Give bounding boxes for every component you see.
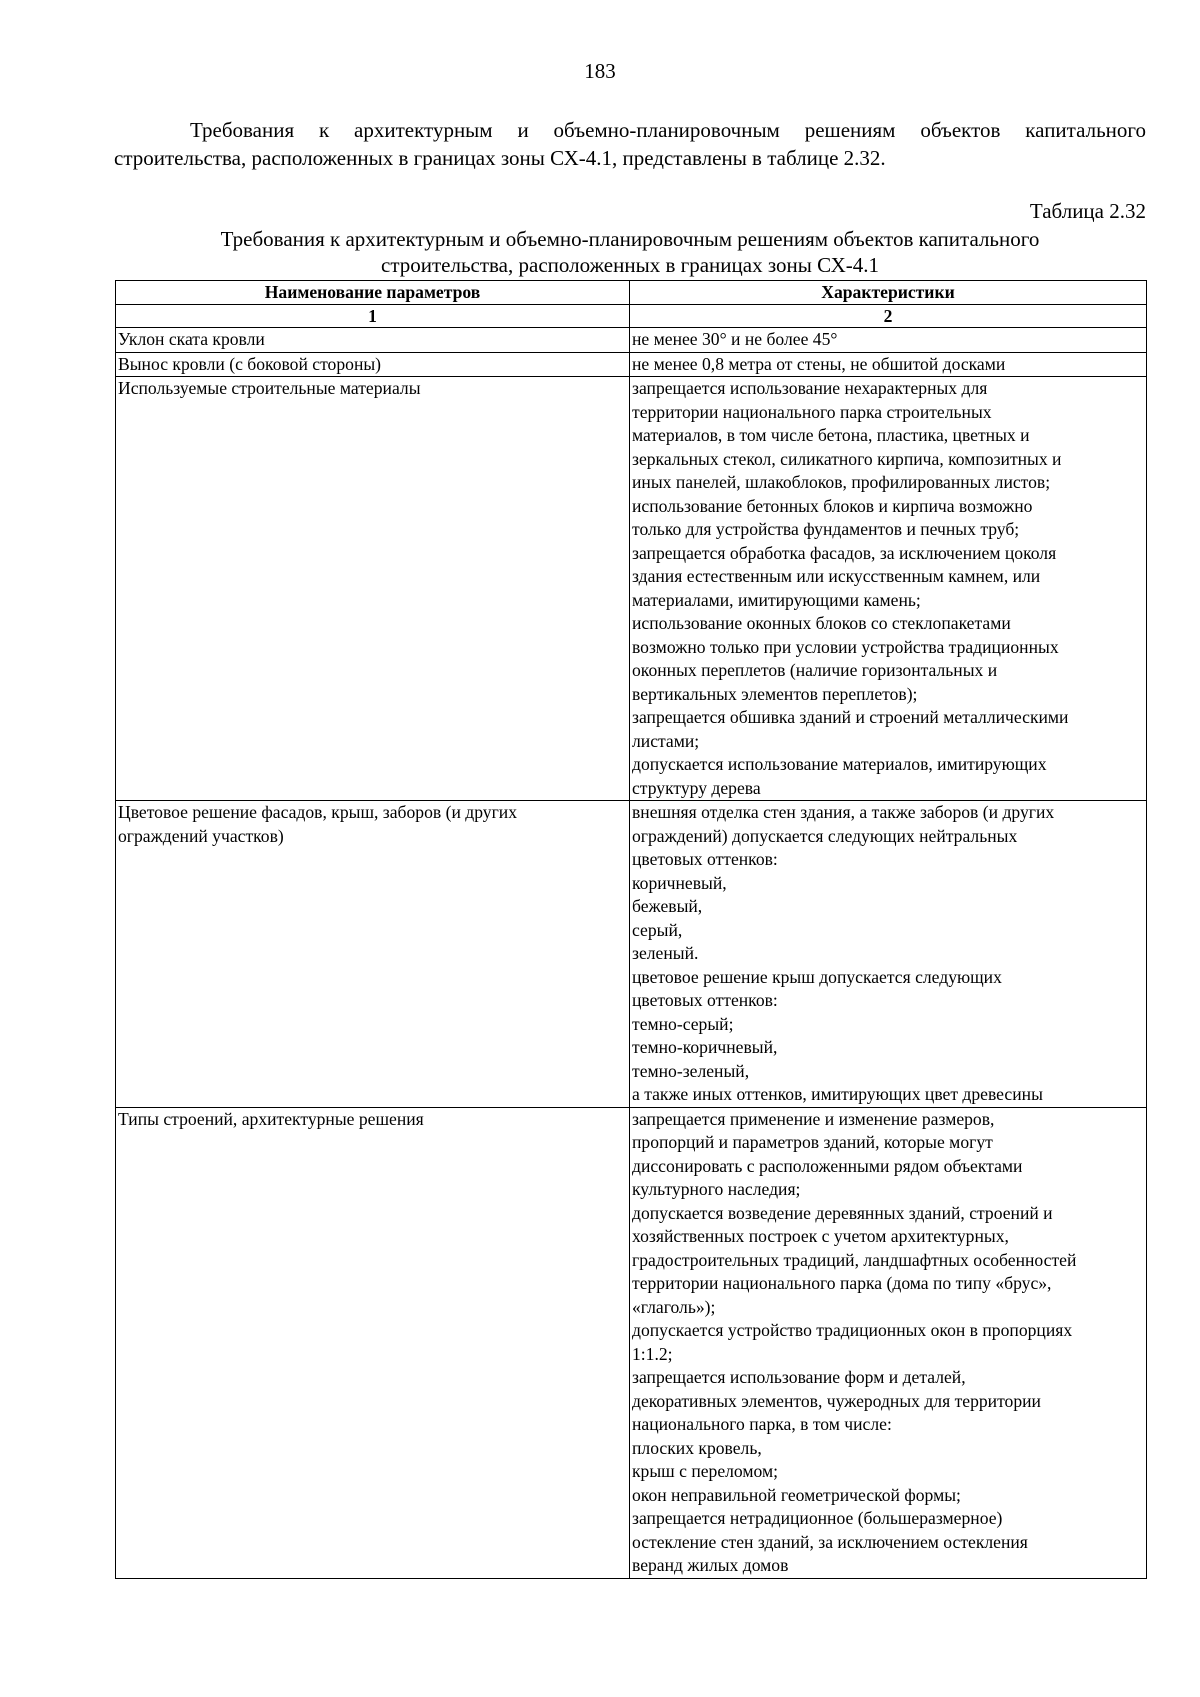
parameter-line: Уклон ската кровли	[118, 329, 265, 349]
characteristic-line: декоративных элементов, чужеродных для территории	[632, 1390, 1041, 1411]
requirements-table	[115, 280, 1147, 1579]
characteristic-line: темно-коричневый,	[632, 1037, 778, 1057]
characteristic-line: остекление стен зданий, за исключением остекления	[632, 1531, 1028, 1552]
characteristic-line: материалов, в том числе бетона, пластика, цветных и	[632, 425, 1030, 445]
column-number-row	[116, 305, 1147, 328]
characteristic-line: здания естественным или искусственным камнем, или	[632, 566, 1041, 586]
parameter-line: Цветовое решение фасадов, крыш, заборов (и других	[118, 802, 518, 822]
page-number: 183	[584, 59, 616, 83]
characteristic-line: только для устройства фундаментов и печных труб;	[632, 519, 1020, 539]
characteristic-line: допускается использование материалов, имитирующих	[632, 754, 1047, 774]
characteristic-line: запрещается использование форм и деталей,	[632, 1367, 966, 1387]
characteristic-line: вертикальных элементов переплетов);	[632, 683, 918, 704]
intro-paragraph: Требования к архитектурным и объемно-планировочным решениям объектов капитального строительства, расположенных в границах зоны СХ-4.1, представлены в таблице 2.32.	[114, 118, 1146, 170]
column-number: 2	[630, 305, 1147, 328]
characteristic-line: запрещается обработка фасадов, за исключением цоколя	[632, 542, 1057, 563]
characteristic-line: серый,	[632, 919, 683, 940]
column-number: 1	[116, 305, 630, 328]
parameter-cell	[116, 801, 630, 1108]
characteristic-line: а также иных оттенков, имитирующих цвет древесины	[632, 1084, 1043, 1104]
table-header-row	[116, 281, 1147, 305]
parameter-cell	[116, 1107, 630, 1578]
characteristic-line: крыш с переломом;	[632, 1461, 779, 1481]
characteristic-cell	[630, 377, 1147, 801]
characteristic-line: запрещается применение и изменение размеров,	[632, 1108, 995, 1129]
parameter-cell	[116, 377, 630, 801]
characteristic-line: «глаголь»);	[632, 1296, 716, 1317]
characteristic-line: запрещается обшивка зданий и строений металлическими	[632, 707, 1069, 727]
characteristic-line: окон неправильной геометрической формы;	[632, 1484, 961, 1505]
characteristic-line: запрещается использование нехарактерных для	[632, 378, 988, 398]
characteristic-line: использование бетонных блоков и кирпича возможно	[632, 495, 1033, 516]
parameter-line: Типы строений, архитектурные решения	[118, 1108, 424, 1129]
table-row	[116, 801, 1147, 1108]
characteristic-line: внешняя отделка стен здания, а также заборов (и других	[632, 802, 1055, 822]
characteristic-line: пропорций и параметров зданий, которые могут	[632, 1132, 993, 1152]
table-row	[116, 328, 1147, 353]
characteristic-line: оконных переплетов (наличие горизонтальных и	[632, 660, 998, 680]
characteristic-line: допускается устройство традиционных окон в пропорциях	[632, 1320, 1073, 1340]
characteristic-line: ограждений) допускается следующих нейтральных	[632, 825, 1018, 846]
characteristic-line: территории национального парка (дома по типу «брус»,	[632, 1273, 1052, 1293]
parameter-cell	[116, 352, 630, 377]
parameter-line: Вынос кровли (с боковой стороны)	[118, 353, 382, 374]
characteristic-line: зеленый.	[632, 943, 699, 963]
header-characteristics: Характеристики	[630, 281, 1147, 305]
characteristic-line: плоских кровель,	[632, 1437, 762, 1458]
table-number: Таблица 2.32	[1029, 199, 1146, 223]
table-title	[114, 226, 1146, 278]
table-row	[116, 352, 1147, 377]
parameter-line: ограждений участков)	[118, 825, 284, 846]
characteristic-cell	[630, 1107, 1147, 1578]
characteristic-line: цветовых оттенков:	[632, 990, 778, 1010]
characteristic-line: не менее 30° и не более 45°	[632, 329, 838, 349]
parameter-cell	[116, 328, 630, 353]
characteristic-line: использование оконных блоков со стеклопакетами	[632, 613, 1011, 633]
parameter-line: Используемые строительные материалы	[118, 378, 421, 398]
characteristic-line: листами;	[632, 730, 700, 751]
characteristic-line: цветовое решение крыш допускается следующих	[632, 966, 1002, 987]
characteristic-line: зеркальных стекол, силикатного кирпича, композитных и	[632, 448, 1062, 469]
characteristic-cell	[630, 352, 1147, 377]
header-parameters: Наименование параметров	[116, 281, 630, 305]
characteristic-line: темно-зеленый,	[632, 1060, 750, 1081]
characteristic-line: бежевый,	[632, 896, 703, 916]
characteristic-line: диссонировать с расположенными рядом объектами	[632, 1155, 1023, 1176]
characteristic-line: национального парка, в том числе:	[632, 1414, 892, 1434]
characteristic-line: цветовых оттенков:	[632, 849, 778, 869]
characteristic-cell	[630, 328, 1147, 353]
characteristic-line: веранд жилых домов	[632, 1555, 789, 1575]
characteristic-line: запрещается нетрадиционное (большеразмерное)	[632, 1508, 1003, 1528]
characteristic-line: не менее 0,8 метра от стены, не обшитой досками	[632, 353, 1006, 374]
characteristic-line: 1:1.2;	[632, 1343, 673, 1364]
characteristic-line: допускается возведение деревянных зданий, строений и	[632, 1202, 1053, 1223]
characteristic-line: структуру дерева	[632, 777, 761, 798]
characteristic-line: коричневый,	[632, 872, 727, 893]
characteristic-line: темно-серый;	[632, 1013, 734, 1034]
characteristic-line: иных панелей, шлакоблоков, профилированных листов;	[632, 472, 1051, 492]
characteristic-line: хозяйственных построек с учетом архитектурных,	[632, 1226, 1009, 1246]
characteristic-line: возможно только при условии устройства традиционных	[632, 636, 1059, 657]
table-title-line: Требования к архитектурным и объемно-планировочным решениям объектов капитального	[220, 227, 1040, 251]
characteristic-line: культурного наследия;	[632, 1179, 801, 1199]
characteristic-line: материалами, имитирующими камень;	[632, 589, 921, 610]
characteristic-line: территории национального парка строительных	[632, 401, 992, 422]
table-title-line: строительства, расположенных в границах зоны СХ-4.1	[381, 253, 879, 277]
table-row	[116, 377, 1147, 801]
characteristic-line: градостроительных традиций, ландшафтных особенностей	[632, 1249, 1077, 1270]
characteristic-cell	[630, 801, 1147, 1108]
table-row	[116, 1107, 1147, 1578]
